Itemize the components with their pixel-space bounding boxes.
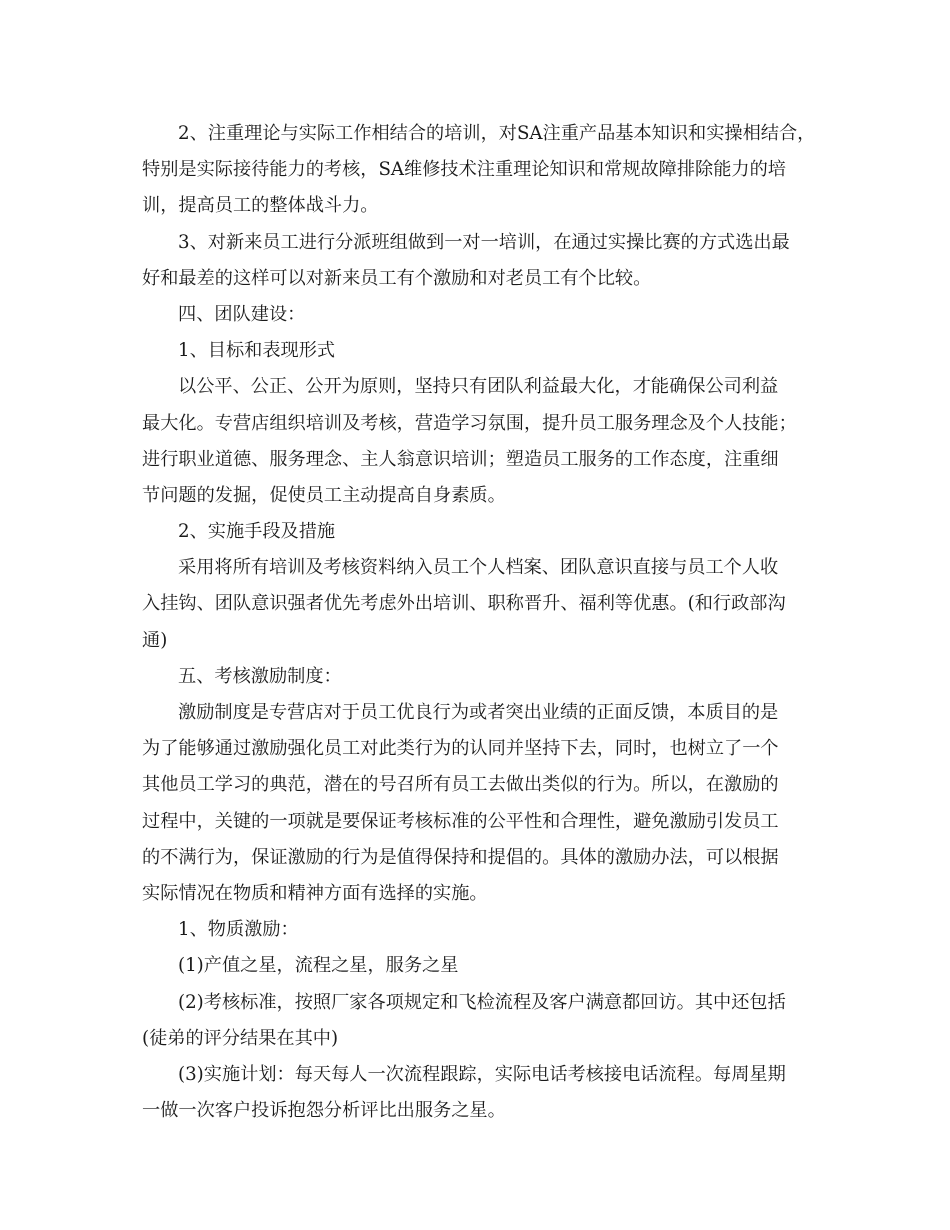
document-body [142, 116, 832, 1129]
paragraph-line: 一做一次客户投诉抱怨分析评比出服务之星。 [142, 1100, 506, 1122]
paragraph-line: 通) [142, 629, 168, 651]
paragraph-line: 2、注重理论与实际工作相结合的培训，对SA注重产品基本知识和实操相结合， [178, 123, 816, 144]
paragraph-line: 节问题的发掘，促使员工主动提高自身素质。 [142, 484, 506, 506]
paragraph-line: 进行职业道德、服务理念、主人翁意识培训；塑造员工服务的工作态度，注重细 [142, 448, 779, 470]
paragraph-line: 其他员工学习的典范，潜在的号召所有员工去做出类似的行为。所以，在激励的 [142, 774, 779, 796]
paragraph-line: 特别是实际接待能力的考核，SA维修技术注重理论知识和常规故障排除能力的培 [142, 159, 786, 181]
paragraph-line: 实际情况在物质和精神方面有选择的实施。 [142, 882, 488, 904]
paragraph-line: 1、物质激励： [178, 919, 299, 941]
paragraph-line: 四、团队建设： [178, 303, 306, 325]
paragraph-line: 训，提高员工的整体战斗力。 [142, 195, 379, 217]
paragraph-line: 以公平、公正、公开为原则，坚持只有团队利益最大化，才能确保公司利益 [178, 376, 779, 398]
paragraph-line: (2)考核标准，按照厂家各项规定和飞检流程及客户满意都回访。其中还包括 [178, 991, 786, 1013]
paragraph-line: 五、考核激励制度： [178, 665, 342, 687]
paragraph-line: 最大化。专营店组织培训及考核，营造学习氛围，提升员工服务理念及个人技能； [142, 412, 797, 434]
paragraph-line: (徒弟的评分结果在其中) [142, 1027, 339, 1049]
paragraph-line: 3、对新来员工进行分派班组做到一对一培训，在通过实操比赛的方式选出最 [178, 231, 790, 253]
paragraph-line: 为了能够通过激励强化员工对此类行为的认同并坚持下去，同时，也树立了一个 [142, 738, 779, 760]
paragraph-line: 2、实施手段及措施 [178, 521, 336, 543]
paragraph-line: 入挂钩、团队意识强者优先考虑外出培训、职称晋升、福利等优惠。(和行政部沟 [142, 593, 786, 615]
paragraph-line: 的不满行为，保证激励的行为是值得保持和提倡的。具体的激励办法，可以根据 [142, 846, 779, 868]
paragraph-line: 采用将所有培训及考核资料纳入员工个人档案、团队意识直接与员工个人收 [178, 557, 779, 579]
paragraph-line: 激励制度是专营店对于员工优良行为或者突出业绩的正面反馈，本质目的是 [178, 702, 779, 723]
paragraph-line: 1、目标和表现形式 [178, 340, 336, 362]
paragraph-line: (1)产值之星，流程之星，服务之星 [178, 955, 459, 977]
paragraph-line: 好和最差的这样可以对新来员工有个激励和对老员工有个比较。 [142, 267, 652, 289]
paragraph-line: (3)实施计划：每天每人一次流程跟踪，实际电话考核接电话流程。每周星期 [178, 1063, 786, 1085]
paragraph-line: 过程中，关键的一项就是要保证考核标准的公平性和合理性，避免激励引发员工 [142, 810, 779, 832]
